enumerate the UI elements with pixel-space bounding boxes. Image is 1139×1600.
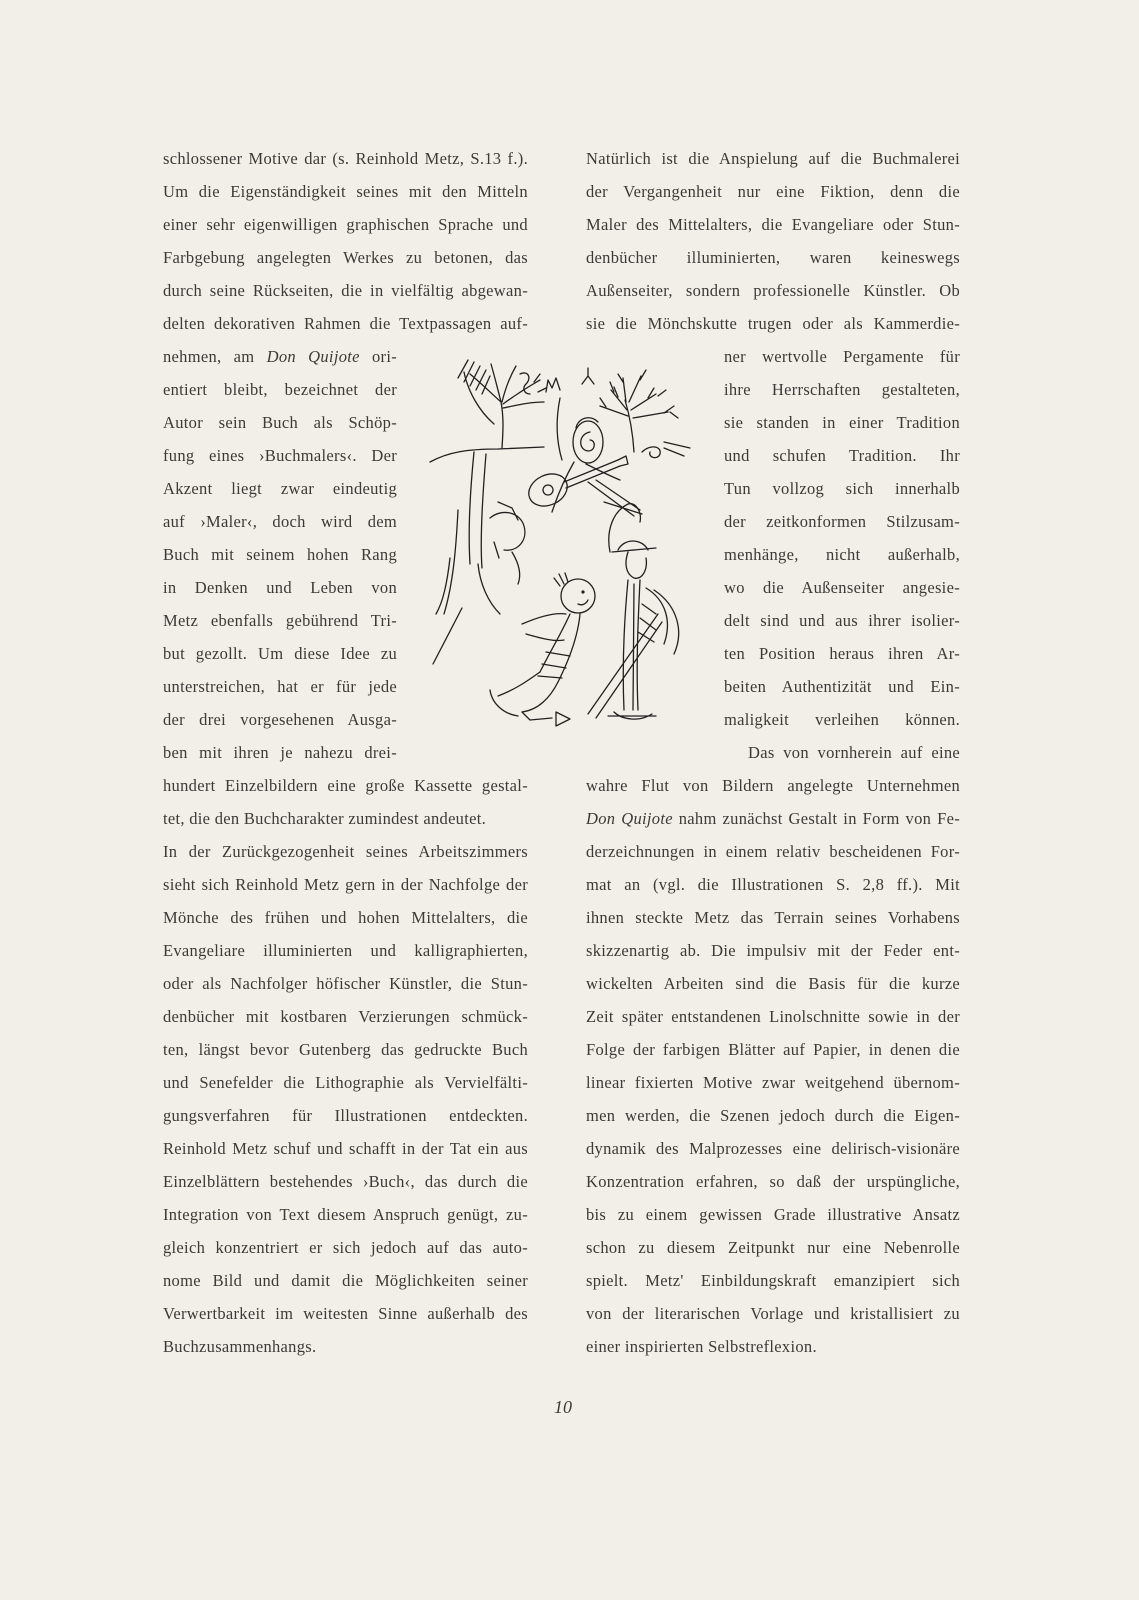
- text-line: der zeitkonformen Stilzusam-: [724, 512, 960, 531]
- small-triangle-mark: [556, 712, 570, 726]
- text-line: beiten Authentizität und Ein-: [724, 677, 960, 696]
- text-line: ihnen steckte Metz das Terrain seines Vorhabens: [586, 908, 960, 927]
- text-line: maligkeit verleihen können.: [724, 710, 960, 729]
- text-line: wahre Flut von Bildern angelegte Unternehmen: [586, 776, 960, 795]
- text-line: Außenseiter, sondern professionelle Künstler. Ob: [586, 281, 960, 300]
- text-line: oder als Nachfolger höfischer Künstler, die Stun-: [163, 974, 528, 993]
- text-line: einer inspirierten Selbstreflexion.: [586, 1337, 817, 1356]
- text-line: Um die Eigenständigkeit seines mit den Mitteln: [163, 182, 528, 201]
- text-line: Metz ebenfalls gebührend Tri-: [163, 611, 397, 630]
- text-line: delt sind und aus ihrer isolier-: [724, 611, 960, 630]
- text-line: sieht sich Reinhold Metz gern in der Nachfolge der: [163, 875, 528, 894]
- text-line: Das von vornherein auf eine: [748, 743, 960, 762]
- left-tree: [458, 360, 546, 448]
- text-line: spielt. Metz' Einbildungskraft emanzipiert sich: [586, 1271, 960, 1290]
- right-text-column: [586, 142, 960, 1363]
- text-line: und schufen Tradition. Ihr: [724, 446, 960, 465]
- text-line: der Vergangenheit nur eine Fiktion, denn die: [586, 182, 960, 201]
- text-line: Konzentration erfahren, so daß der urspüngliche,: [586, 1172, 960, 1191]
- text-line: tet, die den Buchcharakter zumindest andeutet.: [163, 809, 487, 828]
- text-line: ner wertvolle Pergamente für: [724, 347, 960, 366]
- text-line: Autor sein Buch als Schöp-: [163, 413, 397, 432]
- text-line: Farbgebung angelegten Werkes zu betonen, das: [163, 248, 528, 267]
- text-line: menhänge, nicht außerhalb,: [724, 545, 960, 564]
- text-line: In der Zurückgezogenheit seines Arbeitszimmers: [163, 842, 528, 861]
- text-line: durch seine Rückseiten, die in vielfältig abgewan-: [163, 281, 528, 300]
- text-line: schon zu diesem Zeitpunkt nur eine Nebenrolle: [586, 1238, 960, 1257]
- text-line: gleich konzentriert er sich jedoch auf das auto-: [163, 1238, 528, 1257]
- text-line: linear fixierten Motive zwar weitgehend übernom-: [586, 1073, 960, 1092]
- text-line: bis zu einem gewissen Grade illustrative Ansatz: [586, 1205, 960, 1224]
- text-line: Buch mit seinem hohen Rang: [163, 545, 397, 564]
- text-line: nehmen, am Don Quijote ori-: [163, 347, 397, 366]
- text-line: ten Position heraus ihren Ar-: [724, 644, 960, 663]
- text-line: der drei vorgesehenen Ausga-: [163, 710, 397, 729]
- text-line: sie standen in einer Tradition: [724, 413, 960, 432]
- lute: [524, 456, 628, 512]
- text-line: ihre Herrschaften gestalteten,: [724, 380, 960, 399]
- text-line: Maler des Mittelalters, die Evangeliare oder Stun-: [586, 215, 960, 234]
- text-line: wickelten Arbeiten sind die Basis für die kurze: [586, 974, 960, 993]
- text-line: dynamik des Malprozesses eine delirisch-visionäre: [586, 1139, 960, 1158]
- text-line: in Denken und Leben von: [163, 578, 397, 597]
- text-line: Akzent liegt zwar eindeutig: [163, 479, 397, 498]
- text-line: Reinhold Metz schuf und schafft in der Tat ein aus: [163, 1139, 528, 1158]
- text-line: Evangeliare illuminierten und kalligraphierten,: [163, 941, 528, 960]
- text-line: Don Quijote nahm zunächst Gestalt in Form von Fe-: [586, 809, 960, 828]
- text-line: ben mit ihren je nahezu drei-: [163, 743, 397, 762]
- text-line: Mönche des frühen und hohen Mittelalters, die: [163, 908, 528, 927]
- text-line: schlossener Motive dar (s. Reinhold Metz, S.13 f.).: [163, 149, 528, 168]
- text-line: unterstreichen, hat er für jede: [163, 677, 397, 696]
- text-line: wo die Außenseiter angesie-: [724, 578, 960, 597]
- text-line: Integration von Text diesem Anspruch genügt, zu-: [163, 1205, 528, 1224]
- text-line: delten dekorativen Rahmen die Textpassagen auf-: [163, 314, 528, 333]
- text-line: von der literarischen Vorlage und kristallisiert zu: [586, 1304, 960, 1323]
- text-line: entiert bleibt, bezeichnet der: [163, 380, 397, 399]
- text-line: Einzelblättern bestehendes ›Buch‹, das durch die: [163, 1172, 528, 1191]
- text-line: einer sehr eigenwilligen graphischen Sprache und: [163, 215, 528, 234]
- text-line: denbücher mit kostbaren Verzierungen schmück-: [163, 1007, 528, 1026]
- book-title: Don Quijote: [586, 809, 673, 828]
- text-line: Zeit später entstandenen Linolschnitte sowie in der: [586, 1007, 960, 1026]
- right-tree: [582, 368, 690, 458]
- text-line: sie die Mönchskutte trugen oder als Kammerdie-: [586, 314, 960, 333]
- text-line: ten, längst bevor Gutenberg das gedruckte Buch: [163, 1040, 528, 1059]
- left-text-column: [163, 142, 528, 1363]
- text-line: derzeichnungen in einem relativ bescheidenen For-: [586, 842, 960, 861]
- horizon-line: [430, 447, 544, 462]
- text-line: Folge der farbigen Blätter auf Papier, in denen die: [586, 1040, 960, 1059]
- text-line: und Senefelder die Lithographie als Vervielfälti-: [163, 1073, 528, 1092]
- text-line: Buchzusammenhangs.: [163, 1337, 317, 1356]
- pen-drawing-illustration: [428, 352, 708, 744]
- text-line: but gezollt. Um diese Idee zu: [163, 644, 397, 663]
- text-line: auf ›Maler‹, doch wird dem: [163, 512, 397, 531]
- text-line: Verwertbarkeit im weitesten Sinne außerhalb des: [163, 1304, 528, 1323]
- text-line: fung eines ›Buchmalers‹. Der: [163, 446, 397, 465]
- text-line: nome Bild und damit die Möglichkeiten seiner: [163, 1271, 528, 1290]
- book-title: Don Quijote: [266, 347, 360, 366]
- text-line: mat an (vgl. die Illustrationen S. 2,8 ff.). Mit: [586, 875, 960, 894]
- text-line: skizzenartig ab. Die impulsiv mit der Feder ent-: [586, 941, 960, 960]
- text-line: hundert Einzelbildern eine große Kassette gestal-: [163, 776, 528, 795]
- child-figure: [490, 573, 595, 720]
- text-line: gungsverfahren für Illustrationen entdeckten.: [163, 1106, 528, 1125]
- text-line: men werden, die Szenen jedoch durch die Eigen-: [586, 1106, 960, 1125]
- text-line: Natürlich ist die Anspielung auf die Buchmalerei: [586, 149, 960, 168]
- page-number: 10: [554, 1397, 572, 1417]
- text-line: denbücher illuminierten, waren keineswegs: [586, 248, 960, 267]
- lute-player-figure: [546, 378, 642, 516]
- text-line: Tun vollzog sich innerhalb: [724, 479, 960, 498]
- standing-figure-with-hat: [588, 504, 679, 719]
- left-figure: [433, 452, 525, 664]
